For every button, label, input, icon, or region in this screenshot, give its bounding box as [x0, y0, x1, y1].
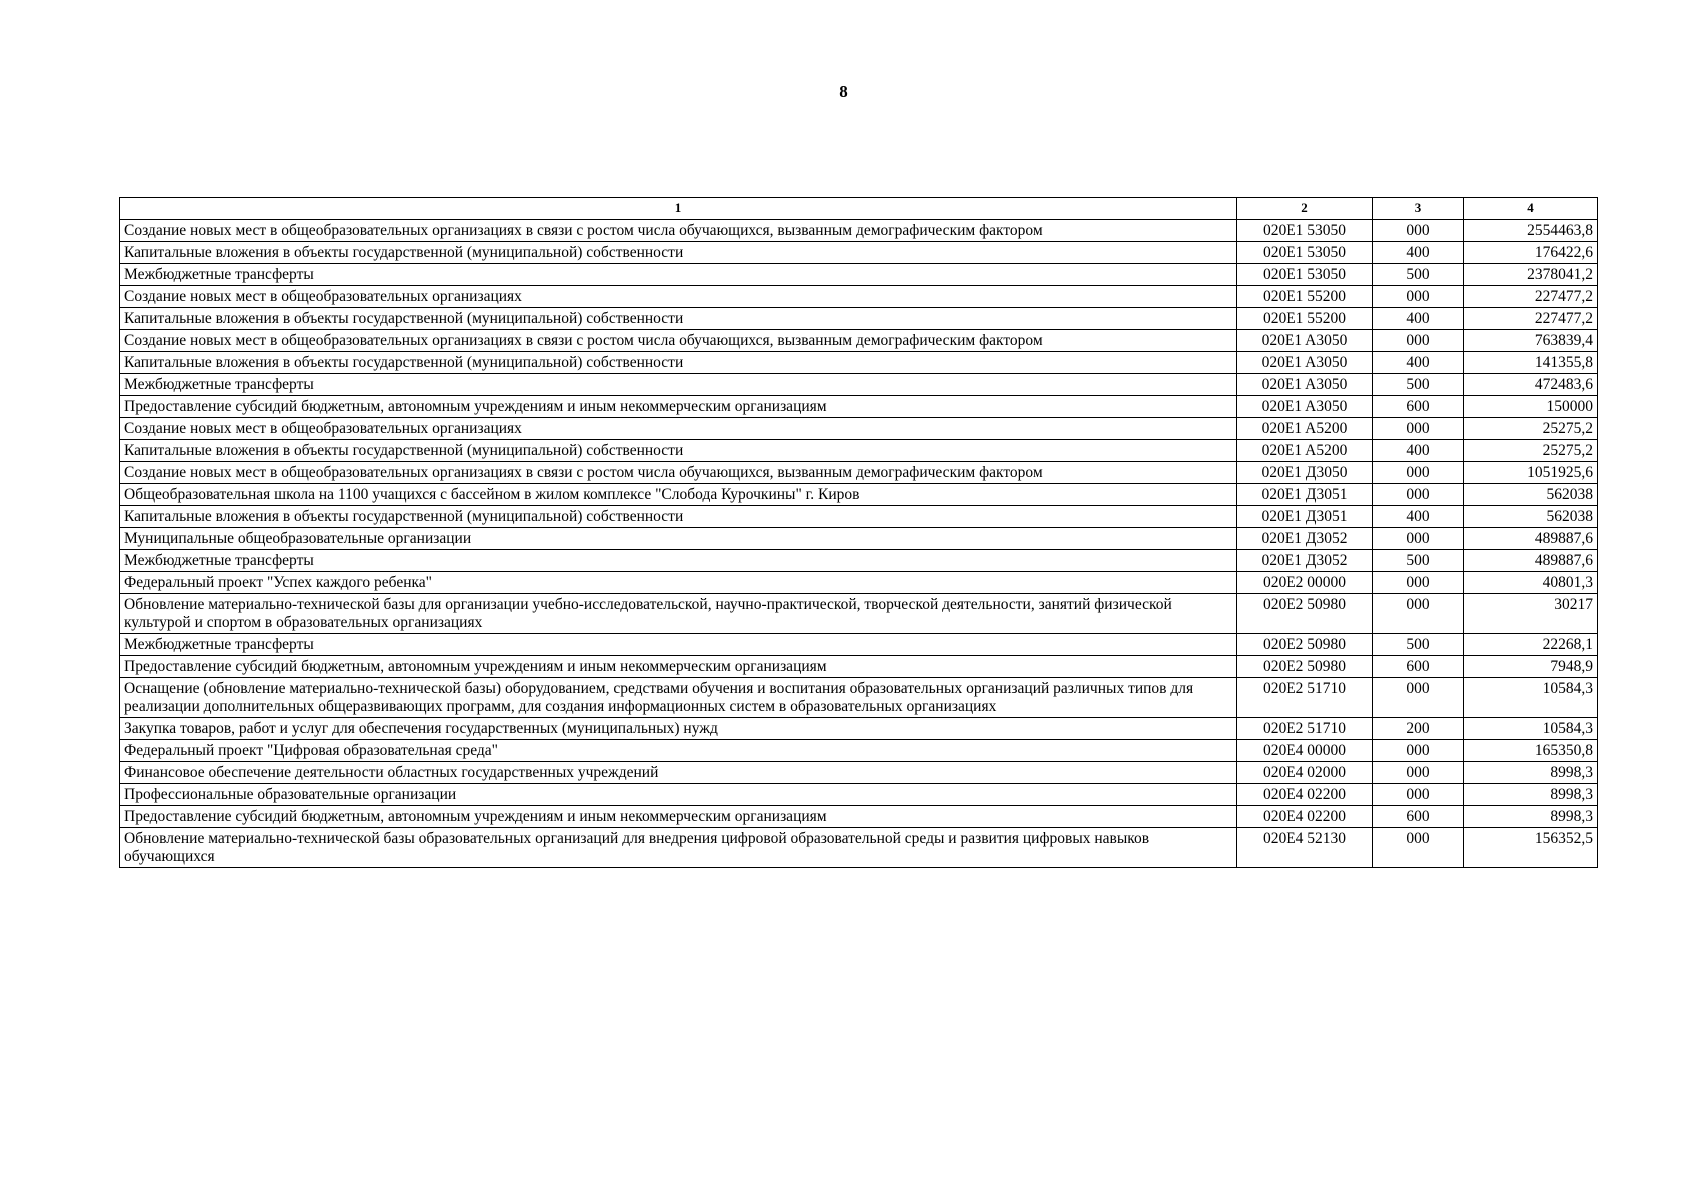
row-amount-cell: 176422,6: [1464, 242, 1598, 264]
row-code-cell: 020E1 53050: [1237, 264, 1373, 286]
table-row: [120, 678, 1598, 718]
row-code-cell: 020E1 55200: [1237, 308, 1373, 330]
row-kind-cell: 000: [1373, 418, 1464, 440]
row-kind-cell: 500: [1373, 550, 1464, 572]
row-code-cell: 020E1 Д3050: [1237, 462, 1373, 484]
row-name-cell: Капитальные вложения в объекты государственной (муниципальной) собственности: [120, 506, 1237, 528]
row-name-cell: Федеральный проект "Успех каждого ребенка": [120, 572, 1237, 594]
row-name-cell: Оснащение (обновление материально-технической базы) оборудованием, средствами обучения и воспитания образовательных организаций различных типов для реализации дополнительных общеразвивающих программ, для создания информационных систем в образовательных организациях: [120, 678, 1237, 718]
row-name-cell: Общеобразовательная школа на 1100 учащихся с бассейном в жилом комплексе "Слобода Курочкины" г. Киров: [120, 484, 1237, 506]
table-row: [120, 418, 1598, 440]
row-amount-cell: 156352,5: [1464, 828, 1598, 868]
row-name-cell: Создание новых мест в общеобразовательных организациях: [120, 418, 1237, 440]
row-code-cell: 020E1 Д3052: [1237, 528, 1373, 550]
column-header-1: 1: [120, 198, 1237, 220]
row-code-cell: 020E4 02200: [1237, 784, 1373, 806]
row-amount-cell: 1051925,6: [1464, 462, 1598, 484]
table-row: [120, 330, 1598, 352]
table-row: [120, 656, 1598, 678]
row-kind-cell: 000: [1373, 462, 1464, 484]
row-kind-cell: 400: [1373, 308, 1464, 330]
row-amount-cell: 22268,1: [1464, 634, 1598, 656]
row-name-cell: Муниципальные общеобразовательные организации: [120, 528, 1237, 550]
table-row: [120, 264, 1598, 286]
row-code-cell: 020E2 51710: [1237, 718, 1373, 740]
row-name-cell: Капитальные вложения в объекты государственной (муниципальной) собственности: [120, 308, 1237, 330]
row-code-cell: 020E1 A3050: [1237, 374, 1373, 396]
row-amount-cell: 227477,2: [1464, 308, 1598, 330]
row-kind-cell: 000: [1373, 828, 1464, 868]
row-name-cell: Обновление материально-технической базы для организации учебно-исследовательской, научно-практической, творческой деятельности, занятий физической культурой и спортом в образовательных организациях: [120, 594, 1237, 634]
row-kind-cell: 400: [1373, 352, 1464, 374]
row-code-cell: 020E1 A3050: [1237, 352, 1373, 374]
row-name-cell: Финансовое обеспечение деятельности областных государственных учреждений: [120, 762, 1237, 784]
table-row: [120, 594, 1598, 634]
row-amount-cell: 489887,6: [1464, 550, 1598, 572]
row-kind-cell: 000: [1373, 594, 1464, 634]
column-header-3: 3: [1373, 198, 1464, 220]
row-code-cell: 020E1 A5200: [1237, 440, 1373, 462]
row-name-cell: Межбюджетные трансферты: [120, 634, 1237, 656]
row-amount-cell: 10584,3: [1464, 678, 1598, 718]
row-code-cell: 020E1 53050: [1237, 242, 1373, 264]
row-code-cell: 020E1 55200: [1237, 286, 1373, 308]
row-name-cell: Создание новых мест в общеобразовательных организациях в связи с ростом числа обучающихся, вызванным демографическим фактором: [120, 330, 1237, 352]
row-name-cell: Капитальные вложения в объекты государственной (муниципальной) собственности: [120, 440, 1237, 462]
row-amount-cell: 25275,2: [1464, 418, 1598, 440]
row-amount-cell: 30217: [1464, 594, 1598, 634]
row-amount-cell: 2378041,2: [1464, 264, 1598, 286]
row-code-cell: 020E1 Д3052: [1237, 550, 1373, 572]
table-row: [120, 352, 1598, 374]
row-name-cell: Межбюджетные трансферты: [120, 264, 1237, 286]
budget-table: [119, 197, 1598, 868]
row-amount-cell: 227477,2: [1464, 286, 1598, 308]
row-name-cell: Создание новых мест в общеобразовательных организациях в связи с ростом числа обучающихся, вызванным демографическим фактором: [120, 220, 1237, 242]
row-amount-cell: 40801,3: [1464, 572, 1598, 594]
table-row: [120, 220, 1598, 242]
row-code-cell: 020E2 51710: [1237, 678, 1373, 718]
table-row: [120, 484, 1598, 506]
row-name-cell: Капитальные вложения в объекты государственной (муниципальной) собственности: [120, 352, 1237, 374]
table-row: [120, 740, 1598, 762]
row-code-cell: 020E1 A3050: [1237, 330, 1373, 352]
row-kind-cell: 600: [1373, 806, 1464, 828]
row-amount-cell: 7948,9: [1464, 656, 1598, 678]
row-amount-cell: 8998,3: [1464, 806, 1598, 828]
table-row: [120, 550, 1598, 572]
row-kind-cell: 000: [1373, 220, 1464, 242]
row-code-cell: 020E1 53050: [1237, 220, 1373, 242]
row-amount-cell: 165350,8: [1464, 740, 1598, 762]
row-name-cell: Закупка товаров, работ и услуг для обеспечения государственных (муниципальных) нужд: [120, 718, 1237, 740]
row-kind-cell: 200: [1373, 718, 1464, 740]
table-row: [120, 762, 1598, 784]
row-amount-cell: 489887,6: [1464, 528, 1598, 550]
table-row: [120, 506, 1598, 528]
row-name-cell: Межбюджетные трансферты: [120, 550, 1237, 572]
row-amount-cell: 8998,3: [1464, 784, 1598, 806]
row-amount-cell: 562038: [1464, 506, 1598, 528]
row-amount-cell: 562038: [1464, 484, 1598, 506]
row-kind-cell: 500: [1373, 634, 1464, 656]
table-row: [120, 528, 1598, 550]
row-kind-cell: 000: [1373, 678, 1464, 718]
row-amount-cell: 10584,3: [1464, 718, 1598, 740]
row-amount-cell: 25275,2: [1464, 440, 1598, 462]
table-row: [120, 718, 1598, 740]
row-kind-cell: 000: [1373, 286, 1464, 308]
table-body: [120, 220, 1598, 868]
table-row: [120, 308, 1598, 330]
table-row: [120, 462, 1598, 484]
row-name-cell: Межбюджетные трансферты: [120, 374, 1237, 396]
row-amount-cell: 8998,3: [1464, 762, 1598, 784]
row-kind-cell: 000: [1373, 572, 1464, 594]
row-code-cell: 020E1 Д3051: [1237, 506, 1373, 528]
row-amount-cell: 2554463,8: [1464, 220, 1598, 242]
table-row: [120, 828, 1598, 868]
table-row: [120, 242, 1598, 264]
row-code-cell: 020E1 Д3051: [1237, 484, 1373, 506]
table-row: [120, 286, 1598, 308]
row-code-cell: 020E4 52130: [1237, 828, 1373, 868]
table-row: [120, 806, 1598, 828]
row-code-cell: 020E4 02000: [1237, 762, 1373, 784]
row-kind-cell: 400: [1373, 440, 1464, 462]
row-code-cell: 020E2 50980: [1237, 656, 1373, 678]
column-header-2: 2: [1237, 198, 1373, 220]
row-name-cell: Профессиональные образовательные организации: [120, 784, 1237, 806]
row-code-cell: 020E2 50980: [1237, 594, 1373, 634]
row-name-cell: Обновление материально-технической базы образовательных организаций для внедрения цифровой образовательной среды и развития цифровых навыков обучающихся: [120, 828, 1237, 868]
row-kind-cell: 600: [1373, 396, 1464, 418]
table-row: [120, 572, 1598, 594]
row-kind-cell: 000: [1373, 484, 1464, 506]
row-kind-cell: 600: [1373, 656, 1464, 678]
row-name-cell: Федеральный проект "Цифровая образовательная среда": [120, 740, 1237, 762]
table-row: [120, 634, 1598, 656]
row-kind-cell: 500: [1373, 264, 1464, 286]
row-name-cell: Капитальные вложения в объекты государственной (муниципальной) собственности: [120, 242, 1237, 264]
row-kind-cell: 000: [1373, 784, 1464, 806]
table-row: [120, 440, 1598, 462]
row-kind-cell: 000: [1373, 528, 1464, 550]
row-name-cell: Создание новых мест в общеобразовательных организациях: [120, 286, 1237, 308]
row-kind-cell: 500: [1373, 374, 1464, 396]
row-amount-cell: 141355,8: [1464, 352, 1598, 374]
row-code-cell: 020E1 A5200: [1237, 418, 1373, 440]
row-kind-cell: 000: [1373, 762, 1464, 784]
table-header-row: [120, 198, 1598, 220]
row-kind-cell: 400: [1373, 242, 1464, 264]
row-name-cell: Предоставление субсидий бюджетным, автономным учреждениям и иным некоммерческим организациям: [120, 396, 1237, 418]
row-name-cell: Предоставление субсидий бюджетным, автономным учреждениям и иным некоммерческим организациям: [120, 656, 1237, 678]
row-kind-cell: 000: [1373, 330, 1464, 352]
row-name-cell: Предоставление субсидий бюджетным, автономным учреждениям и иным некоммерческим организациям: [120, 806, 1237, 828]
row-kind-cell: 400: [1373, 506, 1464, 528]
row-amount-cell: 472483,6: [1464, 374, 1598, 396]
row-amount-cell: 150000: [1464, 396, 1598, 418]
row-code-cell: 020E2 50980: [1237, 634, 1373, 656]
row-code-cell: 020E1 A3050: [1237, 396, 1373, 418]
row-name-cell: Создание новых мест в общеобразовательных организациях в связи с ростом числа обучающихся, вызванным демографическим фактором: [120, 462, 1237, 484]
row-amount-cell: 763839,4: [1464, 330, 1598, 352]
page-number: 8: [839, 82, 848, 101]
table-row: [120, 784, 1598, 806]
table-row: [120, 396, 1598, 418]
column-header-4: 4: [1464, 198, 1598, 220]
row-code-cell: 020E4 02200: [1237, 806, 1373, 828]
row-code-cell: 020E4 00000: [1237, 740, 1373, 762]
table-row: [120, 374, 1598, 396]
row-kind-cell: 000: [1373, 740, 1464, 762]
row-code-cell: 020E2 00000: [1237, 572, 1373, 594]
